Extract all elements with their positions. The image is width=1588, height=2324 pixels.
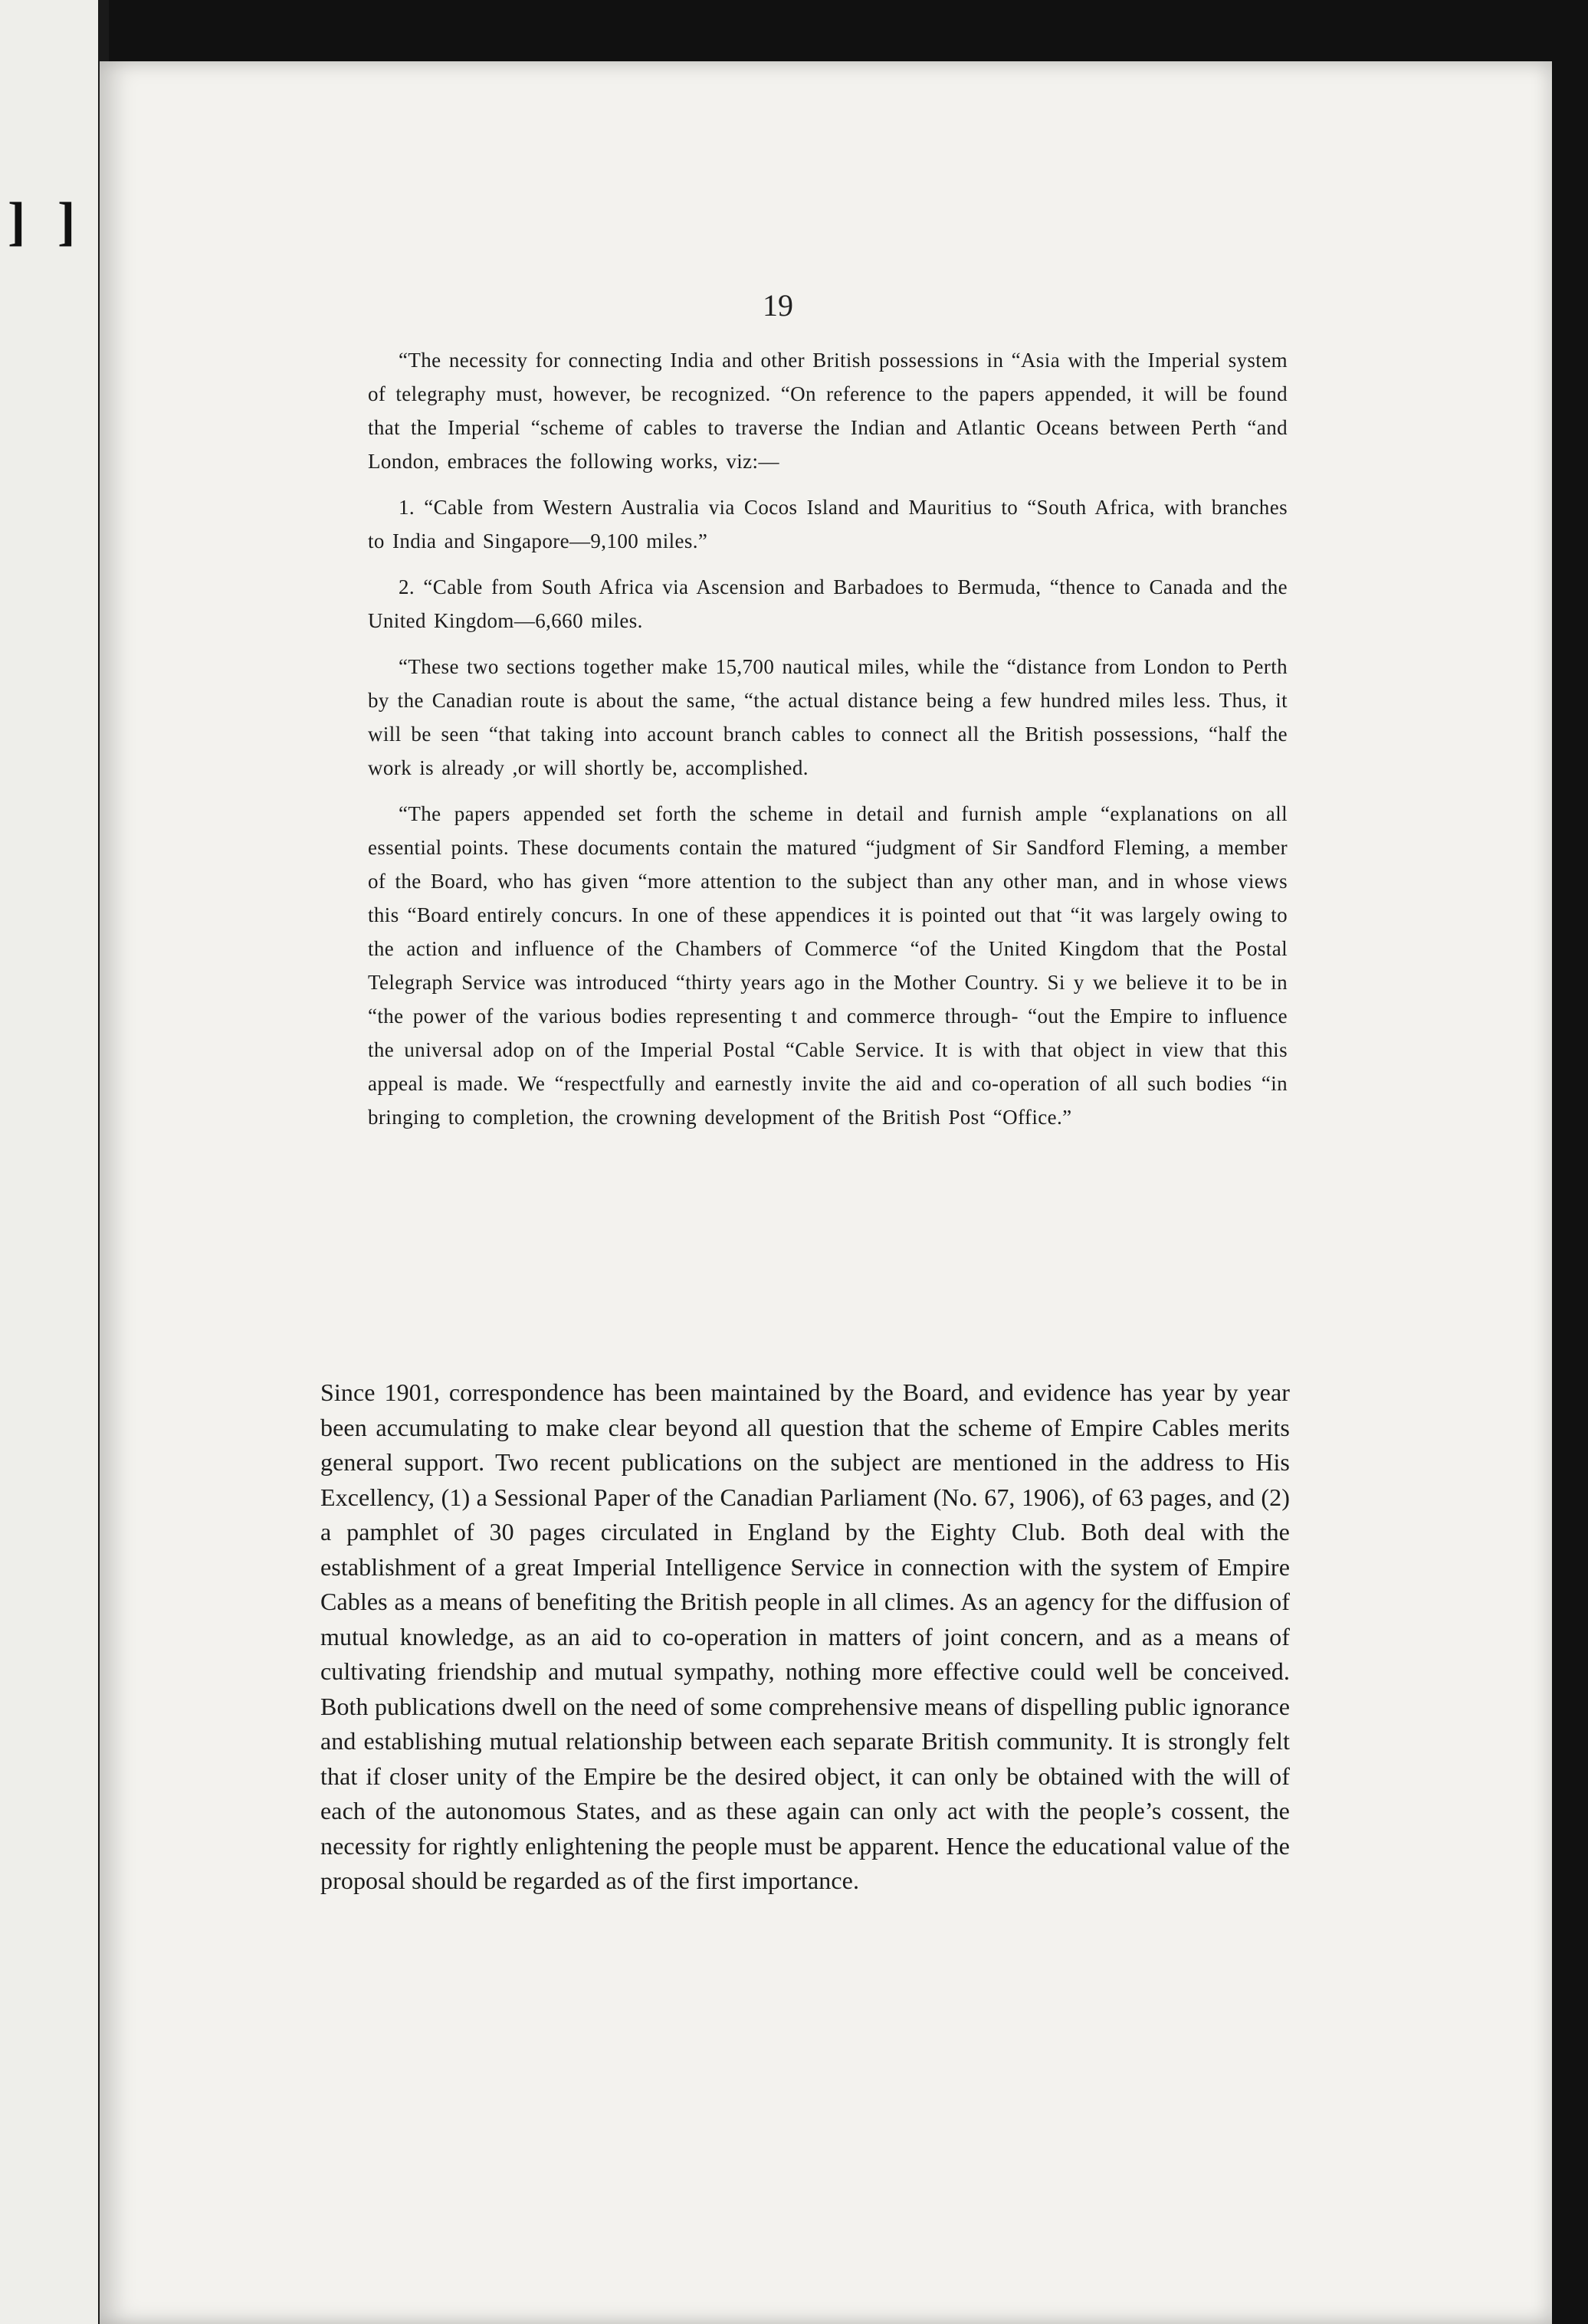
quoted-passage — [368, 343, 1288, 1146]
quote-paragraph: “These two sections together make 15,700 nautical miles, while the “distance from London to Perth by the Canadian route is about the same, “the actual distance being a few hundred miles less. Thus, it will be seen “that taking into account branch cables to connect all the British possessions, “half the work is already ,or will shortly be, accomplished. — [368, 655, 1288, 779]
quote-paragraph: 2. “Cable from South Africa via Ascension and Barbadoes to Bermuda, “thence to Canada and the United Kingdom—6,660 miles. — [368, 575, 1288, 632]
page-number: 19 — [763, 288, 793, 323]
quote-paragraph: “The papers appended set forth the scheme in detail and furnish ample “explanations on all essential points. These documents contain the matured “judgment of Sir Sandford Fleming, a member of the Board, who has given “more attention to the subject than any other man, and in whose views this “Board entirely concurs. In one of these appendices it is pointed out that “it was largely owing to the action and influence of the Chambers of Commerce “of the United Kingdom that the Postal Telegraph Service was introduced “thirty years ago in the Mother Country. Si y we believe it to be in “the power of the various bodies representing t and commerce through- “out the Empire to influence the universal adop on of the Imperial Postal “Cable Service. It is with that object in view that this appeal is made. We “respectfully and earnestly invite the aid and co-operation of all such bodies “in bringing to completion, the crowning development of the British Post “Office.” — [368, 802, 1288, 1129]
quote-paragraph: “The necessity for connecting India and other British possessions in “Asia with the Imperial system of telegraphy must, however, be recognized. “On reference to the papers appended, it will be found that the Imperial “scheme of cables to traverse the Indian and Atlantic Oceans between Perth “and London, embraces the following works, viz:— — [368, 349, 1288, 473]
facing-page-margin — [0, 0, 98, 2324]
body-paragraph: Since 1901, correspondence has been maintained by the Board, and evidence has year by year been accumulating to make clear beyond all question that the scheme of Empire Cables merits general support. Two recent publications on the subject are mentioned in the address to His Excellency, (1) a Sessional Paper of the Canadian Parliament (No. 67, 1906), of 63 pages, and (2) a pamphlet of 30 pages circulated in England by the Eighty Club. Both deal with the establishment of a great Imperial Intelligence Service in connection with the system of Empire Cables as a means of benefiting the British people in all climes. As an agency for the diffusion of mutual knowledge, as an aid to co-operation in matters of joint concern, and as a means of cultivating friendship and mutual sympathy, nothing more effective could well be conceived. Both publications dwell on the need of some comprehensive means of dispelling public ignorance and establishing mutual relationship between each separate British community. It is strongly felt that if closer unity of the Empire be the desired object, it can only be obtained with the will of each of the autonomous States, and as these again can only act with the people’s cossent, the necessity for rightly enlightening the people must be apparent. Hence the educational value of the proposal should be regarded as of the first importance. — [320, 1378, 1290, 1894]
margin-mark: ] — [8, 192, 26, 251]
body-text — [320, 1375, 1290, 1899]
quote-paragraph: 1. “Cable from Western Australia via Cocos Island and Mauritius to “South Africa, with branches to India and Singapore—9,100 miles.” — [368, 496, 1288, 552]
margin-mark: ] — [57, 192, 76, 251]
